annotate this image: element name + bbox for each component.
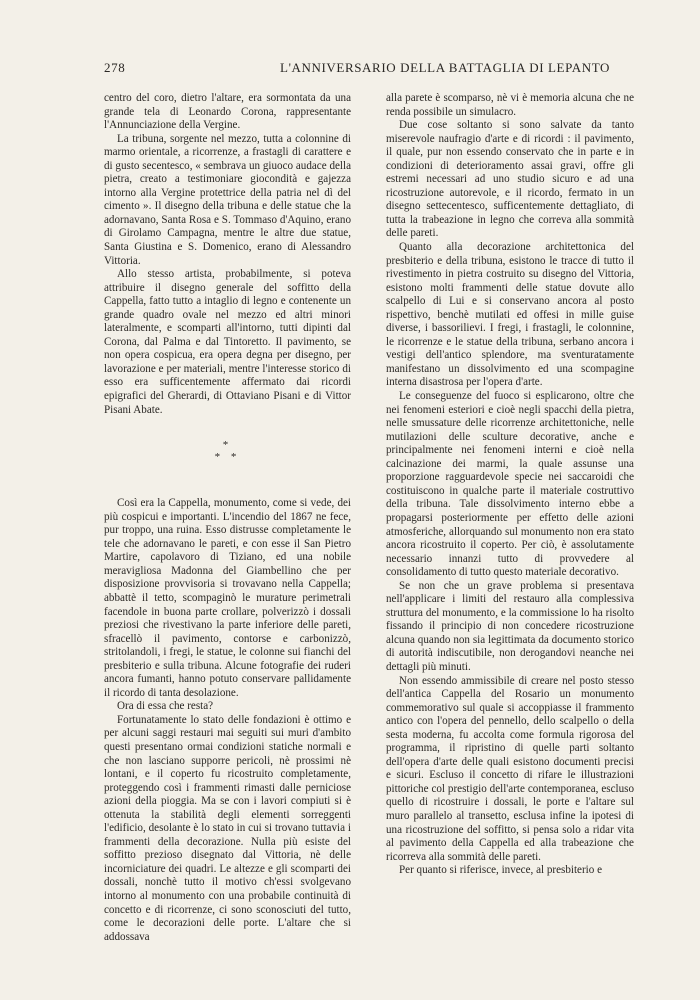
paragraph: Ora di essa che resta? (117, 700, 214, 713)
paragraph: centro del coro, dietro l'altare, era sormontata da una grande tela di Leonardo Corona, rappresentante l'Annunciazione della Vergine. (104, 92, 351, 132)
paragraph: Fortunatamente lo stato delle fondazioni è ottimo e per alcuni saggi restauri mai seguiti sui muri d'ambito questi presentano ormai condizioni statiche normali e che non lasciano supporre pericoli, nè prossimi nè lontani, e il coperto fu ricostruito completamente, proteggendo così i frammenti rimasti dalle perniciose azioni della pioggia. Ma se con i lavori compiuti si è ottenuta la stabilità degli elementi sorreggenti l'edificio, desolante è lo stato in cui si trovano tuttavia i frammenti della decorazione. Nulla più esiste del soffitto prezioso disegnato dal Vittoria, nè delle incorniciature dei quadri. Le altezze e gli scomparti dei dossali, nonchè tutto il motivo ch'essi svolgevano intorno al monumento con una probabile continuità di concetto e di ricorrenze, ci sono sconosciuti del tutto, come le decorazioni delle porte. L'altare che si addossava (104, 713, 351, 943)
paragraph: Due cose soltanto si sono salvate da tanto miserevole naufragio d'arte e di ricordi : il pavimento, il quale, pur non essendo conservato che in parte e in condizioni di deterioramento assai gravi, offre gli estremi necessari ad uno studio sicuro e ad una ricostruzione autorevole, e il ricordo, fermato in un disegno settecentesco, sufficentemente dettagliato, di tutta la trabeazione in legno che correva alla sommità delle pareti. (386, 119, 634, 240)
paragraph: Allo stesso artista, probabilmente, si poteva attribuire il disegno generale del soffitto della Cappella, fatto tutto a intaglio di legno e contenente un grande quadro ovale nel mezzo ed altri minori lateralmente, e scomparti all'intorno, tutti dipinti dal Corona, dal Palma e dal Tintoretto. Il pavimento, se non opera cospicua, era opera degna per disegno, per lavorazione e per materiali, mentre l'interesse storico di esso era sufficentemente affermato dai ricordi epigrafici del Gherardi, di Ottaviano Pisani e di Vittor Pisani Abate. (104, 268, 351, 416)
paragraph: Se non che un grave problema si presentava nell'applicare i limiti del restauro alla complessiva struttura del monumento, e la commissione lo ha risolto fissando il principio di non concedere ricostruzione alcuna quando non sia legittimata da documento storico di autorità indiscutibile, non derogandovi neanche nei dettagli più minuti. (386, 579, 634, 673)
separator-asterisk-top: * (222, 439, 233, 452)
paragraph: Non essendo ammissibile di creare nel posto stesso dell'antica Cappella del Rosario un monumento commemorativo sul quale si accoppiasse il frammento antico con l'opera del pennello, dello scalpello o della sesta moderna, fu accolta come formula rigorosa del programma, il ripristino di quelle parti soltanto dell'opera d'arte delle quali esistono documenti precisi e sicuri. Escluso il concetto di rifare le illustrazioni pittoriche col prestigio dell'arte contemporanea, escluso quello di ricostruire i dossali, le porte e l'altare sul muro parallelo al transetto, esclusa infine la ipotesi di una ricostruzione del soffitto, si pensa solo a ridar vita al pavimento della Cappella ed alla trabeazione che ricorreva alla sommità delle pareti. (386, 674, 634, 863)
paragraph: Quanto alla decorazione architettonica del presbiterio e della tribuna, esistono le tracce di tutto il rivestimento in pietra costruito su disegno del Vittoria, esistono molti frammenti delle statue dovute allo scalpello di Lui e si conservano ancora al posto rispettivo, benchè mutilati ed offesi in mille guise diverse, i bassorilievi. I fregi, i frastagli, le colonnine, le ricorrenze e le statue della tribuna, serbano ancora i vestigi dell'antico splendore, ma sventuratamente manifestano un dissolvimento ed una scompagine interna disastrosa per l'opera d'arte. (386, 241, 634, 389)
paragraph: La tribuna, sorgente nel mezzo, tutta a colonnine di marmo orientale, a ricorrenze, a frastagli di carattere e di gusto secentesco, « sembrava un giuoco audace della pietra, creato a testimoniare giocondità e gajezza intorno alla Vergine protettrice della patria nel dì del cimento ». Il disegno della tribuna e delle statue che la adornavano, Santa Rosa e S. Tommaso d'Aquino, erano di Girolamo Campagna, mentre le altre due statue, Santa Giustina e S. Domenico, erano di Alessandro Vittoria. (104, 132, 351, 267)
section-separator (104, 439, 351, 463)
paragraph: Così era la Cappella, monumento, come si vede, dei più cospicui e importanti. L'incendio del 1867 ne fece, pur troppo, una ruina. Esso distrusse completamente le tele che adornavano le pareti, e con esse il San Pietro Martire, capolavoro di Tiziano, ed una nobile meravigliosa Madonna del Giambellino che per disposizione provvisoria si trovavano nella Cappella; abbattè il tetto, scompaginò le murature perimetrali facendole in buona parte crollare, polverizzò i dossali preziosi che rivestivano la parte inferiore delle pareti, sfracellò il pavimento, contorse e carbonizzò, stritolandoli, i fregi, le statue, le colonne sui fianchi del presbiterio e sulla tribuna. Alcune fotografie dei ruderi ancora fumanti, hanno potuto conservare pallidamente il ricordo di tanta desolazione. (104, 497, 351, 699)
separator-asterisks-bottom: * * (214, 451, 241, 464)
left-column (104, 92, 351, 944)
paragraph: Per quanto si riferisce, invece, al presbiterio e (399, 864, 602, 877)
paragraph: Le conseguenze del fuoco si esplicarono, oltre che nei fenomeni esteriori e cioè negli spacchi della pietra, nelle smussature delle ricorrenze architettoniche, nelle mutilazioni delle sculture decorative, anche e principalmente nei fenomeni interni e cioè nella calcinazione dei marmi, la quale assunse una proporzione ragguardevole specie nei saccaroidi che costituiscono in qualche parte il materiale costruttivo della tribuna. Tale dissolvimento interno ebbe a propagarsi posteriormente per effetto delle azioni atmosferiche, allorquando sul monumento non era stato ancora ricostruito il coperto. Per ciò, è assolutamente necessario innanzi tutto di provvedere al consolidamento di tutto questo materiale decorativo. (386, 390, 634, 579)
right-column (386, 92, 634, 878)
page-header (104, 60, 610, 80)
page-number: 278 (104, 60, 126, 75)
paragraph-continuation: alla parete è scomparso, nè vi è memoria alcuna che ne renda possibile un simulacro. (386, 92, 634, 118)
running-title: L'ANNIVERSARIO DELLA BATTAGLIA DI LEPANTO (280, 60, 610, 75)
